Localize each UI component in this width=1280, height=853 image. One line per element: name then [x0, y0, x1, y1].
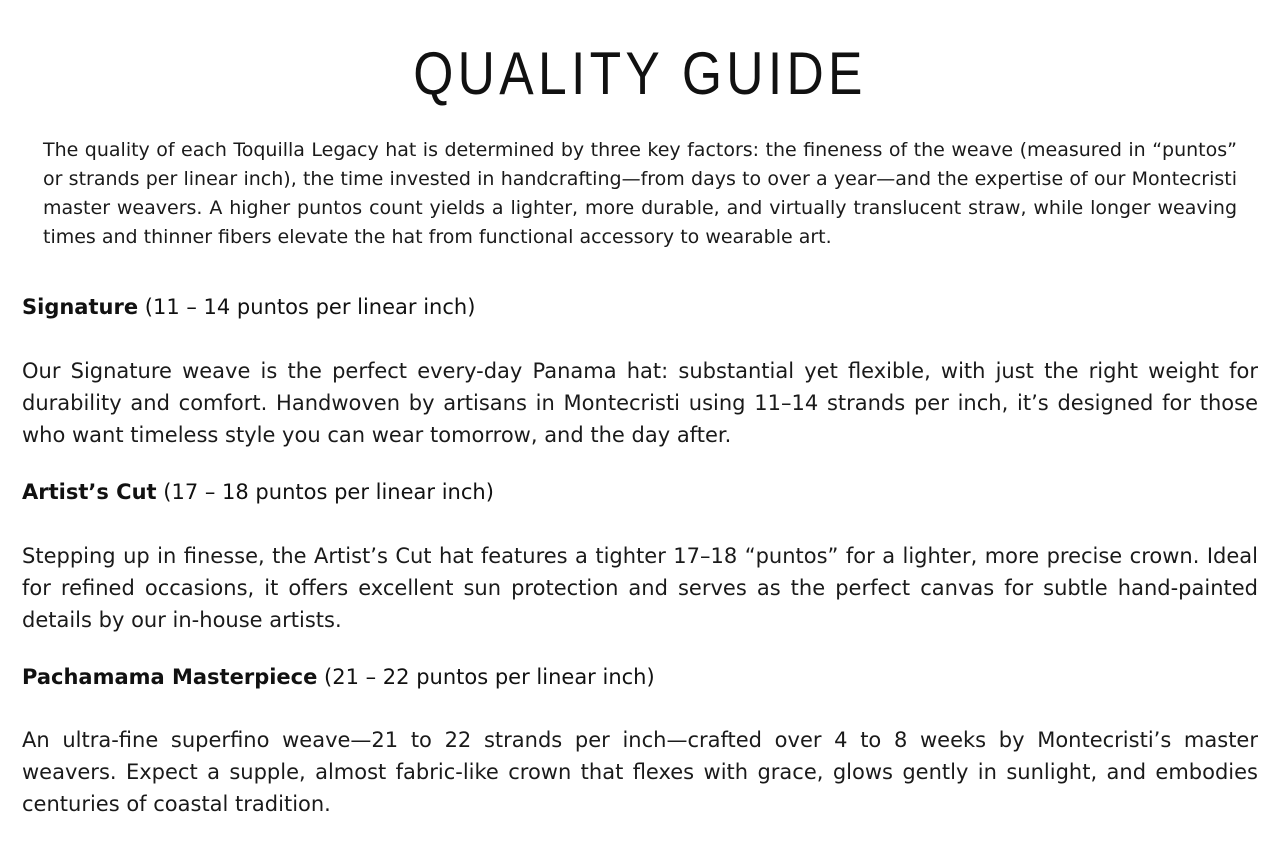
page-title: QUALITY GUIDE	[413, 40, 867, 107]
section-body-signature: Our Signature weave is the perfect every-day Panama hat: substantial yet flexible, with just the right weight for durability and comfort. Handwoven by artisans in Montecristi using 11–14 strands per inch, it’s designed for those who want timeless style you can wear tomorrow, and the day after.	[22, 359, 1258, 447]
section-spec: (11 – 14 puntos per linear inch)	[144, 295, 476, 319]
section-body-pachamama-masterpiece: An ultra-fine superfino weave—21 to 22 strands per inch—crafted over 4 to 8 weeks by Montecristi’s master weavers. Expect a supple, almost fabric-like crown that flexes with grace, glows gently in sunlight, and embodies centuries of coastal tradition.	[22, 728, 1258, 816]
section-spec: (17 – 18 puntos per linear inch)	[163, 480, 494, 504]
section-body-artists-cut: Stepping up in finesse, the Artist’s Cut hat features a tighter 17–18 “puntos” for a lighter, more precise crown. Ideal for refined occasions, it offers excellent sun protection and serves as the perfect canvas for subtle hand-painted details by our in-house artists.	[22, 544, 1258, 632]
section-name: Pachamama Masterpiece	[22, 665, 318, 689]
section-heading-signature	[22, 291, 1258, 323]
section-name: Artist’s Cut	[22, 480, 157, 504]
section-heading-artists-cut	[22, 476, 1258, 508]
intro-paragraph: The quality of each Toquilla Legacy hat is determined by three key factors: the fineness of the weave (measured in “puntos” or strands per linear inch), the time invested in handcrafting—from days to over a year—and the expertise of our Montecristi master weavers. A higher puntos count yields a lighter, more durable, and virtually translucent straw, while longer weaving times and thinner fibers elevate the hat from functional accessory to wearable art.	[43, 139, 1237, 248]
section-heading-pachamama-masterpiece	[22, 661, 1258, 693]
section-spec: (21 – 22 puntos per linear inch)	[324, 665, 655, 689]
section-name: Signature	[22, 295, 139, 319]
